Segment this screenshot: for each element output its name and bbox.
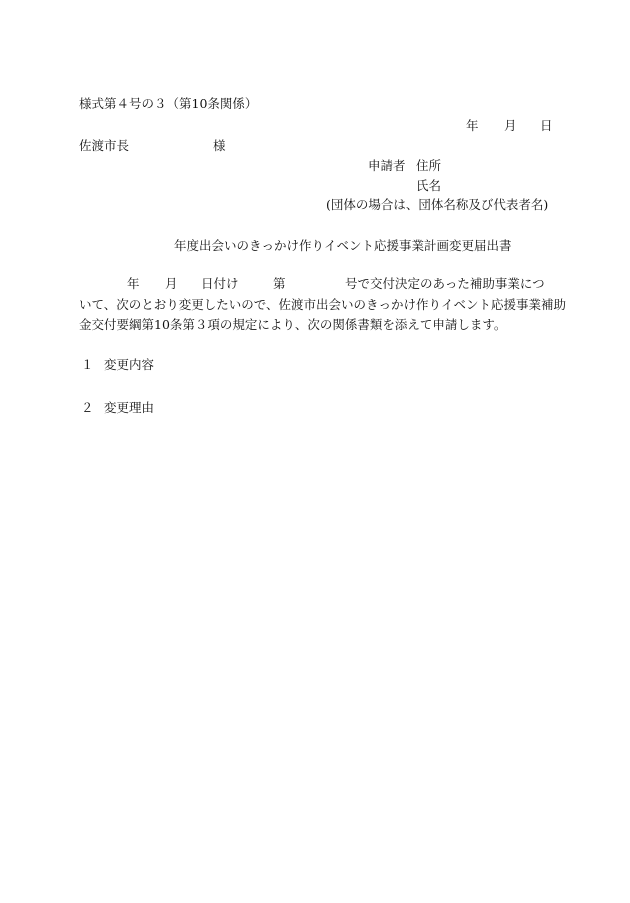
date-year: 年 — [466, 118, 479, 133]
body-month: 月 — [165, 276, 178, 291]
date-day: 日 — [540, 118, 553, 133]
date-month: 月 — [504, 118, 517, 133]
form-number: 様式第４号の３（第10条関係） — [79, 96, 258, 111]
body-line3: 金交付要綱第10条第３項の規定により、次の関係書類を添えて申請します。 — [79, 317, 507, 332]
item-label: 変更内容 — [104, 357, 155, 372]
applicant-note: (団体の場合は、団体名称及び代表者名) — [326, 197, 549, 212]
applicant-label: 申請者 — [368, 158, 406, 173]
item-number: １ — [81, 357, 94, 372]
addressee-honorific: 様 — [213, 138, 226, 153]
document-title: 年度出会いのきっかけ作りイベント応援事業計画変更届出書 — [174, 238, 512, 253]
body-year: 年 — [127, 276, 140, 291]
name-label: 氏名 — [416, 178, 442, 193]
body-dated: 日付け — [201, 276, 239, 291]
item-number: ２ — [81, 400, 94, 415]
body-line2: いて、次のとおり変更したいので、佐渡市出会いのきっかけ作りイベント応援事業補助 — [79, 297, 567, 312]
addressee-title: 佐渡市長 — [79, 138, 130, 153]
address-label: 住所 — [416, 158, 442, 173]
body-line1-rest: 号で交付決定のあった補助事業につ — [345, 276, 545, 291]
body-no: 第 — [273, 276, 286, 291]
item-label: 変更理由 — [104, 400, 155, 415]
